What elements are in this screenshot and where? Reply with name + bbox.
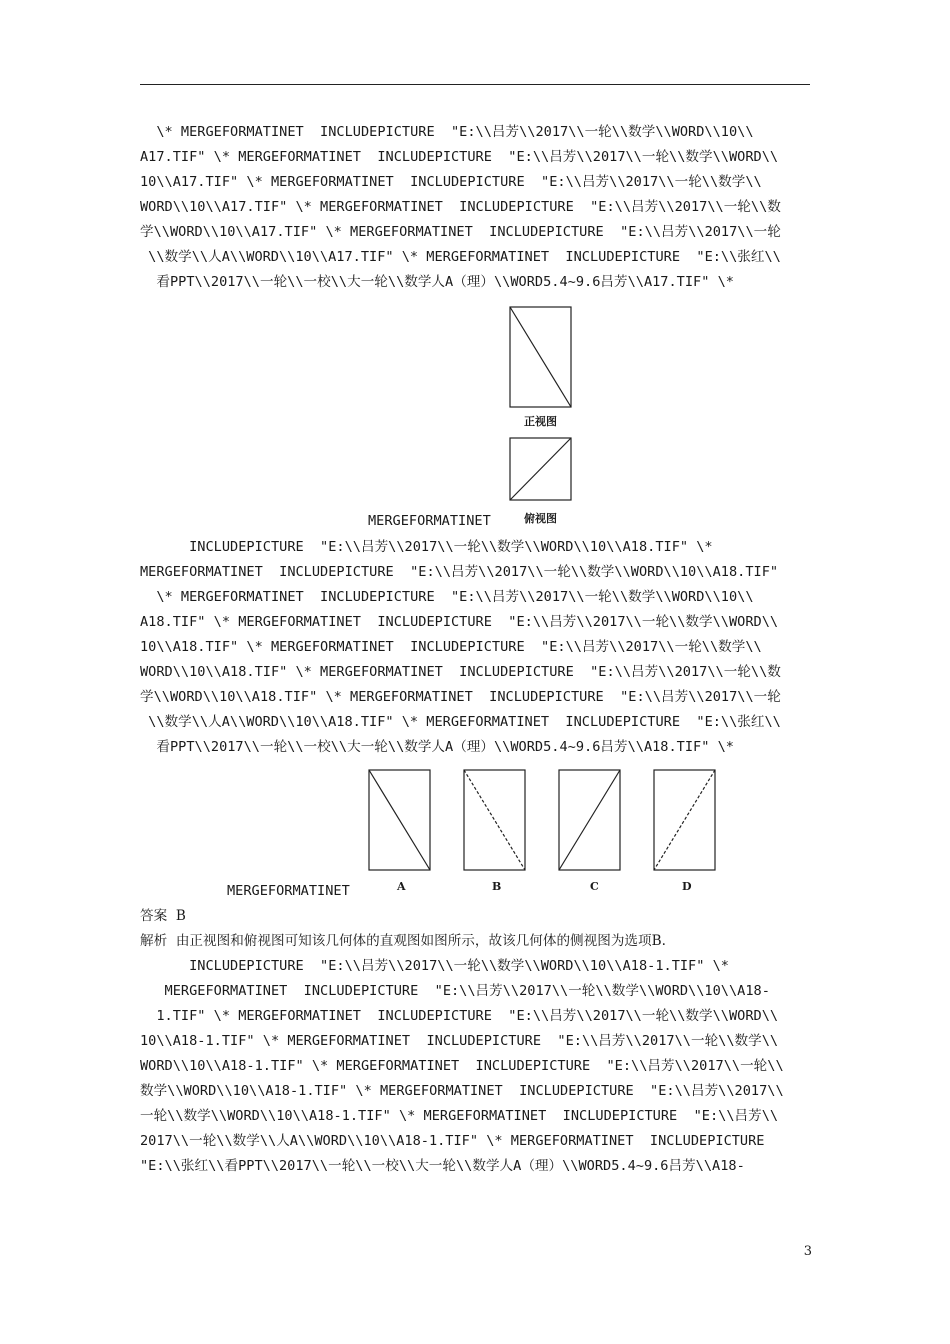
field-code-line: 10\\A17.TIF" \* MERGEFORMATINET INCLUDEPICTURE "E:\\吕芳\\2017\\一轮\\数学\\ xyxy=(140,174,762,190)
field-code-line: 10\\A18-1.TIF" \* MERGEFORMATINET INCLUDEPICTURE "E:\\吕芳\\2017\\一轮\\数学\\ xyxy=(140,1033,779,1049)
field-code-line: \* MERGEFORMATINET INCLUDEPICTURE "E:\\吕芳\\2017\\一轮\\数学\\WORD\\10\\ xyxy=(140,589,754,605)
option-d-label: D xyxy=(682,880,692,893)
field-code-line: INCLUDEPICTURE "E:\\吕芳\\2017\\一轮\\数学\\WORD\\10\\A18.TIF" \* xyxy=(140,539,713,555)
top-view-diagonal xyxy=(510,438,571,500)
field-code-line: MERGEFORMATINET INCLUDEPICTURE "E:\\吕芳\\2017\\一轮\\数学\\WORD\\10\\A18- xyxy=(140,983,770,999)
top-view-caption: 俯视图 xyxy=(524,512,557,525)
field-code-line: 学\\WORD\\10\\A17.TIF" \* MERGEFORMATINET INCLUDEPICTURE "E:\\吕芳\\2017\\一轮 xyxy=(140,224,781,240)
field-code-line: INCLUDEPICTURE "E:\\吕芳\\2017\\一轮\\数学\\WORD\\10\\A18-1.TIF" \* xyxy=(140,958,729,974)
merge-format-label: MERGEFORMATINET xyxy=(368,513,491,529)
field-code-line: 看PPT\\2017\\一轮\\一校\\大一轮\\数学人A（理）\\WORD5.4~9.6吕芳\\A17.TIF" \* xyxy=(140,274,734,290)
field-code-line: 10\\A18.TIF" \* MERGEFORMATINET INCLUDEPICTURE "E:\\吕芳\\2017\\一轮\\数学\\ xyxy=(140,639,762,655)
front-view-caption: 正视图 xyxy=(524,415,557,428)
field-code-line: A18.TIF" \* MERGEFORMATINET INCLUDEPICTURE "E:\\吕芳\\2017\\一轮\\数学\\WORD\\ xyxy=(140,614,779,630)
field-code-line: "E:\\张红\\看PPT\\2017\\一轮\\一校\\大一轮\\数学人A（理）\\WORD5.4~9.6吕芳\\A18- xyxy=(140,1158,745,1174)
option-a-label: A xyxy=(397,880,406,893)
front-view-diagonal xyxy=(510,307,571,407)
field-code-line: 数学\\WORD\\10\\A18-1.TIF" \* MERGEFORMATINET INCLUDEPICTURE "E:\\吕芳\\2017\\ xyxy=(140,1083,784,1099)
page-number: 3 xyxy=(803,1244,812,1259)
option-c-diagonal xyxy=(559,770,620,870)
option-b-diagonal xyxy=(464,770,525,870)
option-c-label: C xyxy=(590,880,599,893)
field-code-line: 2017\\一轮\\数学\\人A\\WORD\\10\\A18-1.TIF" \* MERGEFORMATINET INCLUDEPICTURE xyxy=(140,1133,765,1149)
option-b-label: B xyxy=(492,880,502,893)
merge-format-label: MERGEFORMATINET xyxy=(227,883,350,899)
field-code-line: \* MERGEFORMATINET INCLUDEPICTURE "E:\\吕芳\\2017\\一轮\\数学\\WORD\\10\\ xyxy=(140,124,754,140)
field-code-line: 学\\WORD\\10\\A18.TIF" \* MERGEFORMATINET INCLUDEPICTURE "E:\\吕芳\\2017\\一轮 xyxy=(140,689,781,705)
header-rule xyxy=(140,84,810,85)
answer-line: 答案 B xyxy=(140,908,186,924)
field-code-line: \\数学\\人A\\WORD\\10\\A18.TIF" \* MERGEFORMATINET INCLUDEPICTURE "E:\\张红\\ xyxy=(140,714,781,730)
field-code-line: 1.TIF" \* MERGEFORMATINET INCLUDEPICTURE "E:\\吕芳\\2017\\一轮\\数学\\WORD\\ xyxy=(140,1008,779,1024)
field-code-line: WORD\\10\\A17.TIF" \* MERGEFORMATINET INCLUDEPICTURE "E:\\吕芳\\2017\\一轮\\数 xyxy=(140,199,781,215)
field-code-line: MERGEFORMATINET INCLUDEPICTURE "E:\\吕芳\\2017\\一轮\\数学\\WORD\\10\\A18.TIF" xyxy=(140,564,779,580)
option-d-diagonal xyxy=(654,770,715,870)
field-code-line: 看PPT\\2017\\一轮\\一校\\大一轮\\数学人A（理）\\WORD5.4~9.6吕芳\\A18.TIF" \* xyxy=(140,739,734,755)
option-a-diagonal xyxy=(369,770,430,870)
field-code-line: A17.TIF" \* MERGEFORMATINET INCLUDEPICTURE "E:\\吕芳\\2017\\一轮\\数学\\WORD\\ xyxy=(140,149,779,165)
field-code-line: WORD\\10\\A18-1.TIF" \* MERGEFORMATINET INCLUDEPICTURE "E:\\吕芳\\2017\\一轮\\ xyxy=(140,1058,784,1074)
analysis-line: 解析 由正视图和俯视图可知该几何体的直观图如图所示，故该几何体的侧视图为选项B. xyxy=(140,933,666,949)
field-code-line: \\数学\\人A\\WORD\\10\\A17.TIF" \* MERGEFORMATINET INCLUDEPICTURE "E:\\张红\\ xyxy=(140,249,781,265)
field-code-line: WORD\\10\\A18.TIF" \* MERGEFORMATINET INCLUDEPICTURE "E:\\吕芳\\2017\\一轮\\数 xyxy=(140,664,781,680)
field-code-line: 一轮\\数学\\WORD\\10\\A18-1.TIF" \* MERGEFORMATINET INCLUDEPICTURE "E:\\吕芳\\ xyxy=(140,1108,779,1124)
